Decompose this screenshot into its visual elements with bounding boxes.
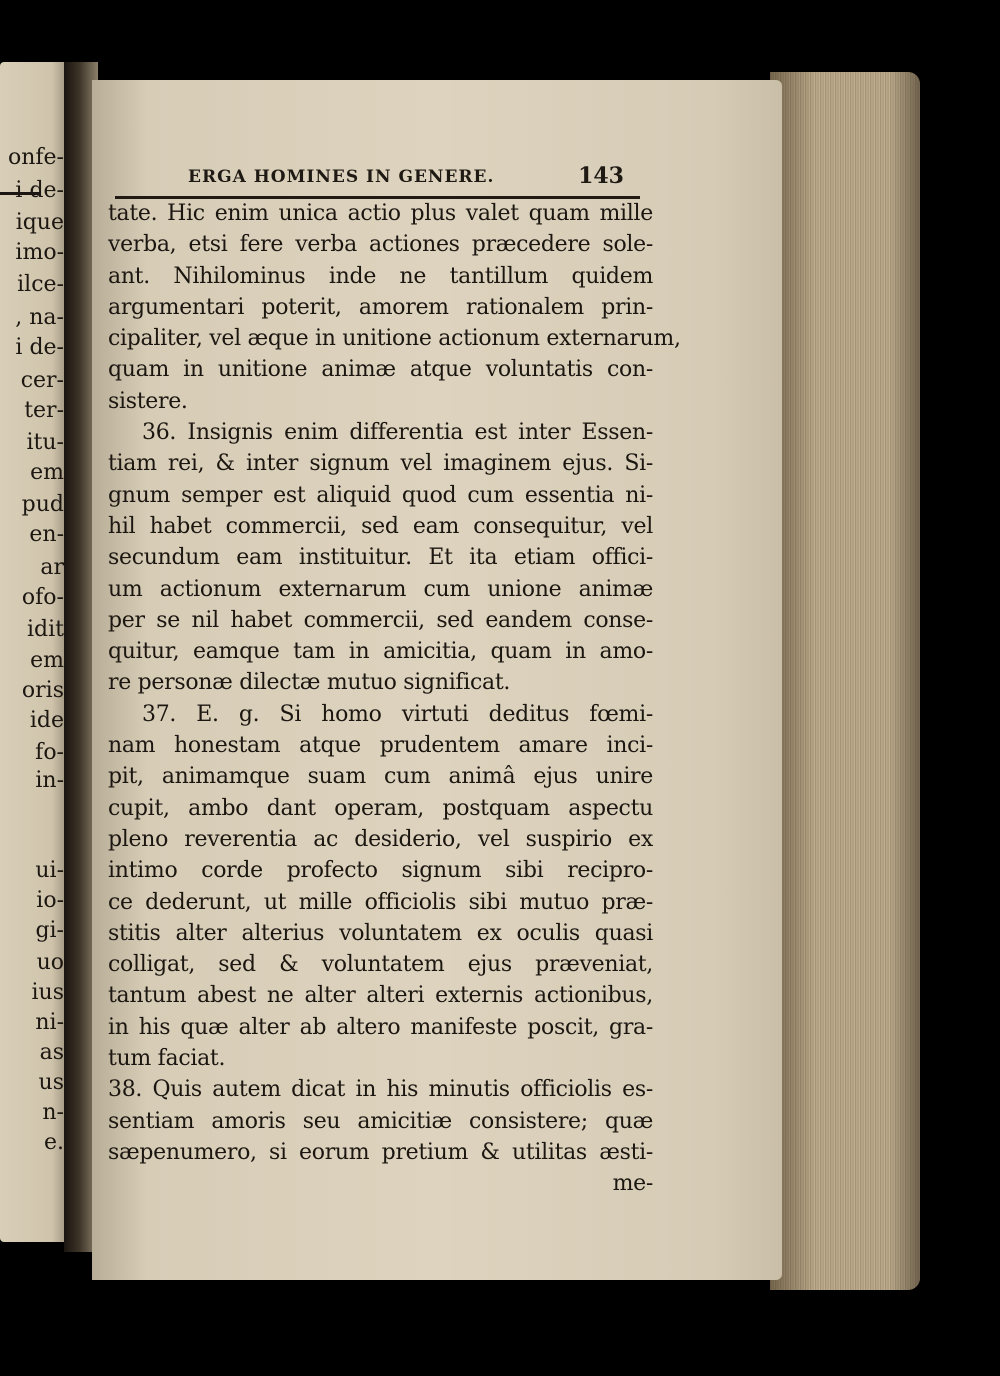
left-page-word: i de- — [15, 178, 64, 203]
text-line: cipaliter, vel æque in unitione actionum externarum, — [108, 326, 681, 352]
left-page-word: imo- — [15, 240, 64, 265]
left-page-word: ni- — [35, 1010, 64, 1035]
catchword: me- — [612, 1171, 653, 1197]
left-page-word: us — [38, 1070, 64, 1095]
text-line: 37. E. g. Si homo virtuti deditus fœmi- — [142, 701, 653, 727]
text-line: verba, etsi fere verba actiones præcedere sole- — [108, 232, 653, 258]
text-block — [108, 198, 681, 1200]
running-head: ERGA HOMINES IN GENERE. — [188, 167, 495, 187]
text-line: nam honestam atque prudentem amare inci- — [108, 733, 653, 759]
text-line: pleno reverentia ac desiderio, vel suspirio ex — [108, 826, 653, 852]
text-line: hil habet commercii, sed eam consequitur, vel — [108, 513, 653, 539]
text-line: 38. Quis autem dicat in his minutis officiolis es- — [108, 1077, 653, 1103]
text-line: um actionum externarum cum unione animæ — [108, 576, 653, 602]
text-line: re personæ dilectæ mutuo significat. — [108, 670, 511, 696]
text-line: secundum eam instituitur. Et ita etiam offici- — [108, 545, 653, 571]
text-line: ant. Nihilominus inde ne tantillum quidem — [108, 263, 653, 289]
text-line: sistere. — [108, 388, 188, 414]
text-line: tantum abest ne alter alteri externis actionibus, — [108, 983, 653, 1009]
left-page-word: as — [39, 1040, 64, 1065]
left-page-word: ar — [40, 555, 64, 580]
left-page-word: e. — [43, 1130, 64, 1155]
left-page-word: pud — [21, 492, 64, 517]
text-line: in his quæ alter ab altero manifeste poscit, gra- — [108, 1014, 653, 1040]
text-line: per se nil habet commercii, sed eandem conse- — [108, 607, 653, 633]
left-page-word: , na- — [15, 305, 64, 330]
text-line: cupit, ambo dant operam, postquam aspectu — [108, 795, 653, 821]
left-page-word: fo- — [35, 740, 64, 765]
left-page-fragment — [0, 62, 74, 1242]
left-page-word: ter- — [24, 398, 64, 423]
text-line: 36. Insignis enim differentia est inter Essen- — [142, 420, 653, 446]
left-page-word: idit — [27, 617, 64, 642]
text-line: tate. Hic enim unica actio plus valet quam mille — [108, 201, 653, 226]
left-page-word: itu- — [26, 430, 64, 455]
text-line: sentiam amoris seu amicitiæ consistere; quæ — [108, 1108, 653, 1134]
left-page-word: i de- — [15, 335, 64, 360]
text-line: tum faciat. — [108, 1046, 226, 1072]
left-page-word: ilce- — [17, 272, 64, 297]
page-header — [180, 165, 640, 195]
left-page-word: gi- — [35, 918, 64, 943]
left-page-word: ofo- — [21, 585, 64, 610]
text-line: intimo corde profecto signum sibi recipro- — [108, 858, 653, 884]
text-line: ce dederunt, ut mille officiolis sibi mutuo præ- — [108, 889, 653, 915]
left-page-word: ius — [31, 980, 64, 1005]
left-page-word: ique — [15, 210, 64, 235]
text-line: stitis alter alterius voluntatem ex oculis quasi — [108, 920, 653, 946]
left-page-word: onfe- — [7, 145, 64, 170]
left-page-word: ide — [29, 708, 64, 733]
text-line: tiam rei, & inter signum vel imaginem ejus. Si- — [108, 451, 653, 477]
text-line: colligat, sed & voluntatem ejus præveniat, — [108, 952, 653, 978]
left-page-word: io- — [36, 888, 64, 913]
left-page-word: en- — [29, 522, 64, 547]
page-number: 143 — [578, 163, 624, 189]
text-line: quitur, eamque tam in amicitia, quam in amo- — [108, 639, 653, 665]
left-page-word: oris — [21, 678, 64, 703]
page-edges — [770, 72, 920, 1290]
left-page-word: cer- — [20, 368, 64, 393]
text-line: pit, animamque suam cum animâ ejus unire — [108, 764, 653, 790]
text-line: sæpenumero, si eorum pretium & utilitas æsti- — [108, 1139, 653, 1165]
left-page-word: em — [30, 648, 64, 673]
text-line: quam in unitione animæ atque voluntatis con- — [108, 357, 653, 383]
left-page-word: ui- — [35, 858, 64, 883]
text-line: gnum semper est aliquid quod cum essentia ni- — [108, 482, 653, 508]
left-page-word: em — [30, 460, 64, 485]
left-page-word: in- — [35, 768, 64, 793]
text-line: argumentari poterit, amorem rationalem prin- — [108, 294, 653, 320]
left-page-word: n- — [42, 1100, 64, 1125]
left-page-word: uo — [36, 950, 64, 975]
